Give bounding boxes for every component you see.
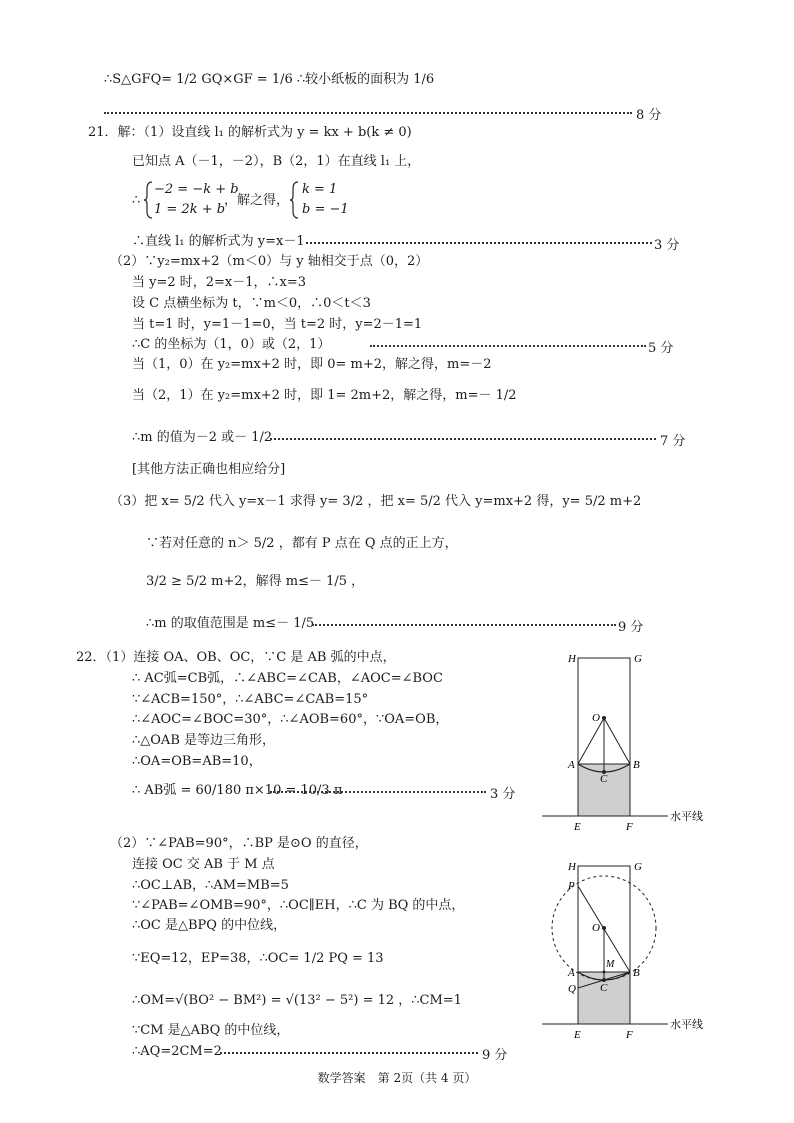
q21-coord-c: ∴C 的坐标为（1，0）或（2，1） <box>132 337 331 352</box>
solution-b: b = −1 <box>302 202 349 217</box>
text-area-conclusion: ∴S△GFQ= 1/2 GQ×GF = 1/6 ∴较小纸板的面积为 1/6 <box>104 72 435 87</box>
q22-line-arc-length: ∴ AB弧 = 60/180 π×10 = 10/3 π <box>132 783 343 798</box>
label-c: C <box>600 773 608 785</box>
label-a: A <box>568 967 575 979</box>
q21-case2: 当（2，1）在 y₂=mx+2 时，即 1= 2m+2，解之得，m=－ 1/2 <box>132 388 517 403</box>
label-o: O <box>592 712 600 724</box>
label-b: B <box>633 967 640 979</box>
line-area-conclusion <box>104 72 434 88</box>
q22-om-length: ∴OM=√(BO² − BM²) = √(13² − 5²) = 12 ，∴CM=1 <box>132 993 462 1008</box>
label-m: M <box>606 959 615 970</box>
q22-oc-length: ∵EQ=12，EP=38，∴OC= 1/2 PQ = 13 <box>132 951 384 966</box>
label-f: F <box>626 821 633 833</box>
score-8: 8 分 <box>636 108 662 123</box>
label-horizon: 水平线 <box>670 1019 703 1031</box>
q22-line-lengths: ∴OA=OB=AB=10， <box>132 754 262 769</box>
label-h: H <box>568 861 576 873</box>
dotted-leader <box>306 242 652 245</box>
label-h: H <box>568 653 576 665</box>
dotted-leader <box>370 345 646 348</box>
q22-heading: 22．（1）连接 OA、OB、OC，∵C 是 AB 弧的中点， <box>76 650 396 665</box>
q22-aq: ∴AQ=2CM=2 <box>132 1044 222 1059</box>
q22-connect-oc: 连接 OC 交 AB 于 M 点 <box>132 857 275 872</box>
q21-heading: 21．解：（1）设直线 l₁ 的解析式为 y = kx + b(k ≠ 0) <box>88 125 412 140</box>
therefore-sign: ∴ <box>132 193 141 208</box>
label-horizon: 水平线 <box>670 811 703 823</box>
dotted-leader <box>220 1052 478 1055</box>
brace-left-icon <box>144 181 154 219</box>
label-g: G <box>634 861 642 873</box>
dotted-leader <box>270 791 486 794</box>
equation-1: −2 = −k + b <box>154 182 239 197</box>
q21-case1: 当（1，0）在 y₂=mx+2 时，即 0= m+2，解之得，m=－2 <box>132 357 492 372</box>
label-b: B <box>633 759 640 771</box>
solution-k: k = 1 <box>302 182 338 197</box>
q21-known-points: 已知点 A（－1，－2），B（2，1）在直线 l₁ 上， <box>132 154 421 169</box>
label-e: E <box>574 1029 581 1041</box>
q22-cm-midline: ∵CM 是△ABQ 的中位线， <box>132 1023 290 1038</box>
q21-part3: （3）把 x= 5/2 代入 y=x－1 求得 y= 3/2 ，把 x= 5/2 代入 y=mx+2 得，y= 5/2 m+2 <box>110 494 642 509</box>
label-q: Q <box>568 983 576 995</box>
label-p: P <box>568 880 575 892</box>
score-7: 7 分 <box>660 434 686 449</box>
dotted-leader <box>312 624 616 627</box>
page-footer: 数学答案 第 2页（共 4 页） <box>317 1071 477 1085</box>
solve-text: ，解之得， <box>224 193 290 208</box>
figure-2-diagram <box>540 856 730 1046</box>
q21-line-y2: 当 y=2 时，2=x－1，∴x=3 <box>132 275 307 290</box>
q22-parallel: ∵∠PAB=∠OMB=90°，∴OC∥EH，∴C 为 BQ 的中点， <box>132 898 465 913</box>
line-l1-result: ∴直线 l₁ 的解析式为 y=x－1 <box>132 234 305 249</box>
q21-note: [其他方法正确也相应给分] <box>132 462 286 477</box>
score-9a: 9 分 <box>618 620 644 635</box>
label-g: G <box>634 653 642 665</box>
score-5: 5 分 <box>648 341 674 356</box>
score-3b: 3 分 <box>490 787 516 802</box>
q21-inequality: 3/2 ≥ 5/2 m+2，解得 m≤－ 1/5 ， <box>146 574 365 589</box>
q22-line-acb: ∵∠ACB=150°，∴∠ABC=∠CAB=15° <box>132 692 369 707</box>
q21-condition: ∵若对任意的 n＞ 5/2 ，都有 P 点在 Q 点的正上方， <box>146 536 458 551</box>
q22-perp: ∴OC⊥AB，∴AM=MB=5 <box>132 878 289 893</box>
q22-part2: （2）∵∠PAB=90°，∴BP 是⊙O 的直径， <box>110 836 368 851</box>
q21-line-t12: 当 t=1 时，y=1－1=0，当 t=2 时，y=2－1=1 <box>132 317 423 332</box>
score-3: 3 分 <box>654 238 680 253</box>
score-9b: 9 分 <box>482 1048 508 1063</box>
label-f: F <box>626 1029 633 1041</box>
label-o: O <box>592 922 600 934</box>
equation-2: 1 = 2k + b <box>154 202 226 217</box>
q22-midline: ∴OC 是△BPQ 的中位线， <box>132 918 287 933</box>
q21-range: ∴m 的取值范围是 m≤－ 1/5 <box>146 616 315 631</box>
label-a: A <box>568 759 575 771</box>
q21-part2: （2）∵y₂=mx+2（m＜0）与 y 轴相交于点（0，2） <box>110 254 429 269</box>
label-e: E <box>574 821 581 833</box>
brace-right-icon <box>290 181 300 219</box>
q21-line-t: 设 C 点横坐标为 t，∵m＜0，∴0＜t＜3 <box>132 296 371 311</box>
q22-line-arcs: ∴ AC弧=CB弧，∴∠ABC=∠CAB，∠AOC=∠BOC <box>132 671 443 686</box>
dotted-leader <box>270 438 656 441</box>
q22-line-aoc: ∴∠AOC=∠BOC=30°，∴∠AOB=60°，∵OA=OB， <box>132 712 449 727</box>
figure-1-diagram <box>540 648 730 838</box>
dotted-leader <box>104 112 632 115</box>
q22-line-equilateral: ∴△OAB 是等边三角形， <box>132 733 276 748</box>
label-c: C <box>600 982 608 994</box>
q21-m-values: ∴m 的值为－2 或－ 1/2 <box>132 430 273 445</box>
